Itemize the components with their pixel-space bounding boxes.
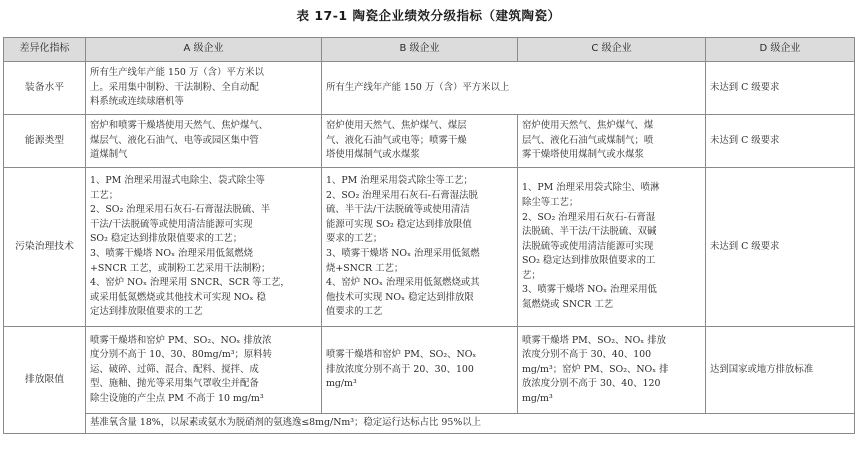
cell-pollution-c: 1、PM 治理采用袋式除尘、喷淋 除尘等工艺； 2、SO₂ 治理采用石灰石-石膏湿 法脱硫、半干法/干法脱硫、双碱 法脱硫等或使用清洁能源可实现 SO₂ 稳定达到排放限值要求的工 艺； 3、喷雾干燥塔 NOₓ 治理采用低 氮燃烧或 SNCR 工艺 (518, 168, 706, 327)
header-row (4, 38, 855, 62)
row-label-equipment: 装备水平 (4, 62, 86, 115)
table-row-equipment (4, 62, 855, 115)
cell-pollution-a: 1、PM 治理采用湿式电除尘、袋式除尘等 工艺； 2、SO₂ 治理采用石灰石-石膏湿法脱硫、半 干法/干法脱硫等或使用清洁能源可实现 SO₂ 稳定达到排放限值要求的工艺； 3、喷雾干燥塔 NOₓ 治理采用低氮燃烧 +SNCR 工艺，或制粉工艺采用干法制粉； 4、窑炉 NOₓ 治理采用 SNCR、SCR 等工艺， 或采用低氮燃烧或其他技术可实现 NOₓ 稳 定达到排放限值要求的工艺 (86, 168, 322, 327)
cell-energy-b: 窑炉使用天然气、焦炉煤气、煤层 气、液化石油气或电等；喷雾干燥 塔使用煤制气或水煤浆 (322, 115, 518, 168)
row-label-energy: 能源类型 (4, 115, 86, 168)
cell-emission-b: 喷雾干燥塔和窑炉 PM、SO₂、NOₓ 排放浓度分别不高于 20、30、100 mg/m³ (322, 327, 518, 414)
row-label-pollution: 污染治理技术 (4, 168, 86, 327)
cell-energy-a: 窑炉和喷雾干燥塔使用天然气、焦炉煤气、 煤层气、液化石油气、电等或园区集中管 道煤制气 (86, 115, 322, 168)
row-label-emission: 排放限值 (4, 327, 86, 434)
header-grade-a: A 级企业 (86, 38, 322, 62)
header-indicator: 差异化指标 (4, 38, 86, 62)
cell-energy-d: 未达到 C 级要求 (706, 115, 855, 168)
cell-equipment-d: 未达到 C 级要求 (706, 62, 855, 115)
cell-emission-c: 喷雾干燥塔 PM、SO₂、NOₓ 排放 浓度分别不高于 30、40、100 mg/m³；窑炉 PM、SO₂、NOₓ 排 放浓度分别不高于 30、40、120 mg/m³ (518, 327, 706, 414)
cell-pollution-b: 1、PM 治理采用袋式除尘等工艺； 2、SO₂ 治理采用石灰石-石膏湿法脱 硫、半干法/干法脱硫等或使用清洁 能源可实现 SO₂ 稳定达到排放限值 要求的工艺； 3、喷雾干燥塔 NOₓ 治理采用低氮燃 烧+SNCR 工艺； 4、窑炉 NOₓ 治理采用低氮燃烧或其 他技术可实现 NOₓ 稳定达到排放限 值要求的工艺 (322, 168, 518, 327)
header-grade-c: C 级企业 (518, 38, 706, 62)
cell-equipment-bc: 所有生产线年产能 150 万（含）平方米以上 (322, 62, 706, 115)
cell-emission-extra: 基准氧含量 18%，以尿素或氨水为脱硝剂的氨逃逸≤8mg/Nm³；稳定运行达标占比 95%以上 (86, 414, 855, 434)
cell-pollution-d: 未达到 C 级要求 (706, 168, 855, 327)
performance-grading-table (3, 37, 855, 434)
cell-equipment-a: 所有生产线年产能 150 万（含）平方米以 上。采用集中制粉、干法制粉、全自动配 料系统或连续球磨机等 (86, 62, 322, 115)
cell-emission-a: 喷雾干燥塔和窑炉 PM、SO₂、NOₓ 排放浓 度分别不高于 10、30、80mg/m³；原料转 运、破碎、过筛、混合、配料、搅拌、成 型、施釉、抛光等采用集气罩收尘并配备 除尘设施的产尘点 PM 不高于 10 mg/m³ (86, 327, 322, 414)
cell-emission-d: 达到国家或地方排放标准 (706, 327, 855, 414)
header-grade-b: B 级企业 (322, 38, 518, 62)
header-grade-d: D 级企业 (706, 38, 855, 62)
table-row-emission-extra (4, 414, 855, 434)
table-row-pollution (4, 168, 855, 327)
cell-energy-c: 窑炉使用天然气、焦炉煤气、煤 层气、液化石油气或煤制气；喷 雾干燥塔使用煤制气或水煤浆 (518, 115, 706, 168)
table-row-energy (4, 115, 855, 168)
table-row-emission (4, 327, 855, 414)
table-title: 表 17-1 陶瓷企业绩效分级指标（建筑陶瓷） (296, 8, 561, 23)
